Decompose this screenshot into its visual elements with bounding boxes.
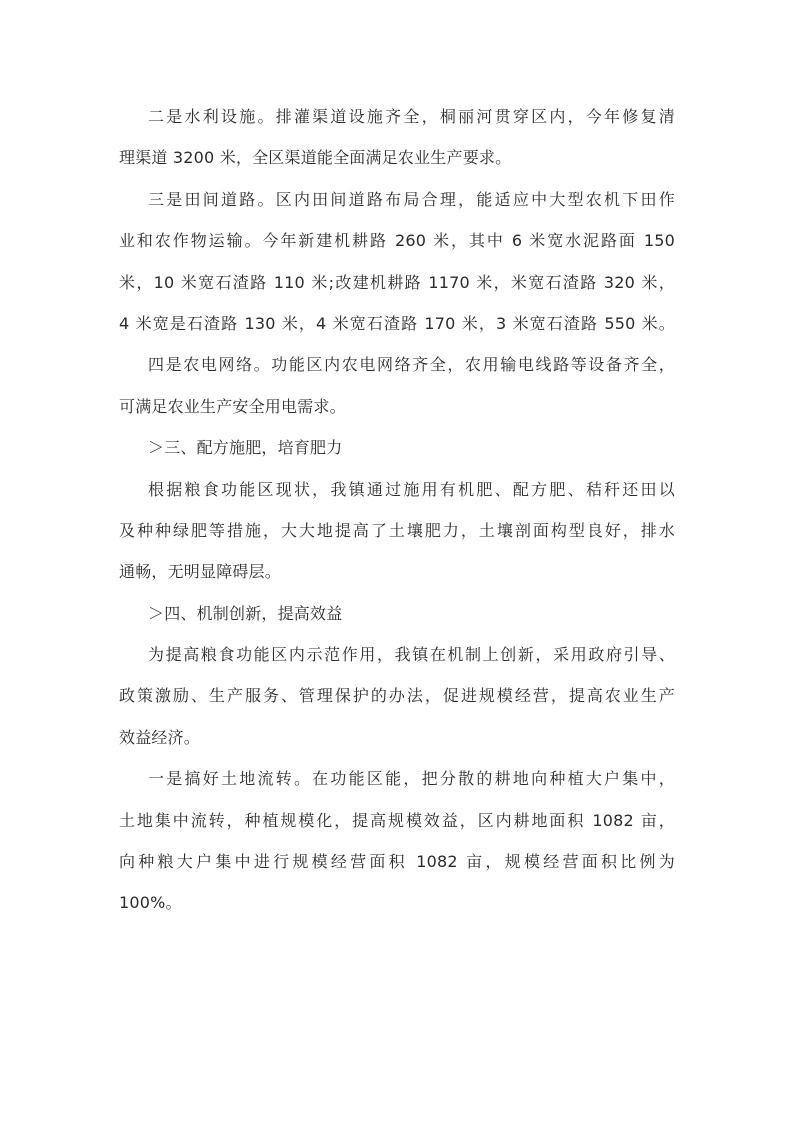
text-line: 通畅，无明显障碍层。 [119,562,282,582]
text-line: 向种粮大户集中进行规模经营面积 1082 亩，规模经营面积比例为 [119,852,675,872]
section-heading: ＞四、机制创新，提高效益 [148,603,343,623]
text-line: 业和农作物运输。今年新建机耕路 260 米，其中 6 米宽水泥路面 150 [119,231,675,251]
text-line: 4 米宽是石渣路 130 米，4 米宽石渣路 170 米，3 米宽石渣路 550 米。 [119,313,675,333]
paragraph-power-grid [119,349,675,432]
text-line: 米，10 米宽石渣路 110 米;改建机耕路 1170 米，米宽石渣路 320 米， [119,272,675,292]
text-line: 四是农电网络。功能区内农电网络齐全，农用输电线路等设备齐全， [148,355,675,375]
paragraph-irrigation [119,101,675,184]
paragraph-field-roads [119,184,675,350]
text-line: 三是田间道路。区内田间道路布局合理，能适应中大型农机下田作 [148,189,675,209]
document-body [119,101,675,929]
text-line: 100%。 [119,893,182,913]
paragraph-soil-fertility [119,474,675,598]
text-line: 为提高粮食功能区内示范作用，我镇在机制上创新，采用政府引导、 [148,645,675,665]
text-line: 效益经济。 [119,727,201,747]
text-line: 二是水利设施。排灌渠道设施齐全，桐丽河贯穿区内，今年修复清 [148,107,675,126]
paragraph-demonstration [119,639,675,763]
text-line: 及种种绿肥等措施，大大地提高了土壤肥力，土壤剖面构型良好，排水 [119,520,675,540]
section-heading: ＞三、配方施肥，培育肥力 [148,438,343,458]
text-line: 理渠道 3200 米，全区渠道能全面满足农业生产要求。 [119,148,512,168]
text-line: 政策激励、生产服务、管理保护的办法，促进规模经营，提高农业生产 [119,686,675,706]
text-line: 土地集中流转，种植规模化，提高规模效益，区内耕地面积 1082 亩， [119,810,675,830]
paragraph-land-transfer [119,763,675,929]
text-line: 一是搞好土地流转。在功能区能，把分散的耕地向种植大户集中， [148,769,675,789]
text-line: 可满足农业生产安全用电需求。 [119,396,346,416]
section-heading-mechanism [119,598,675,639]
text-line: 根据粮食功能区现状，我镇通过施用有机肥、配方肥、秸秆还田以 [148,479,675,499]
section-heading-fertilization [119,432,675,473]
